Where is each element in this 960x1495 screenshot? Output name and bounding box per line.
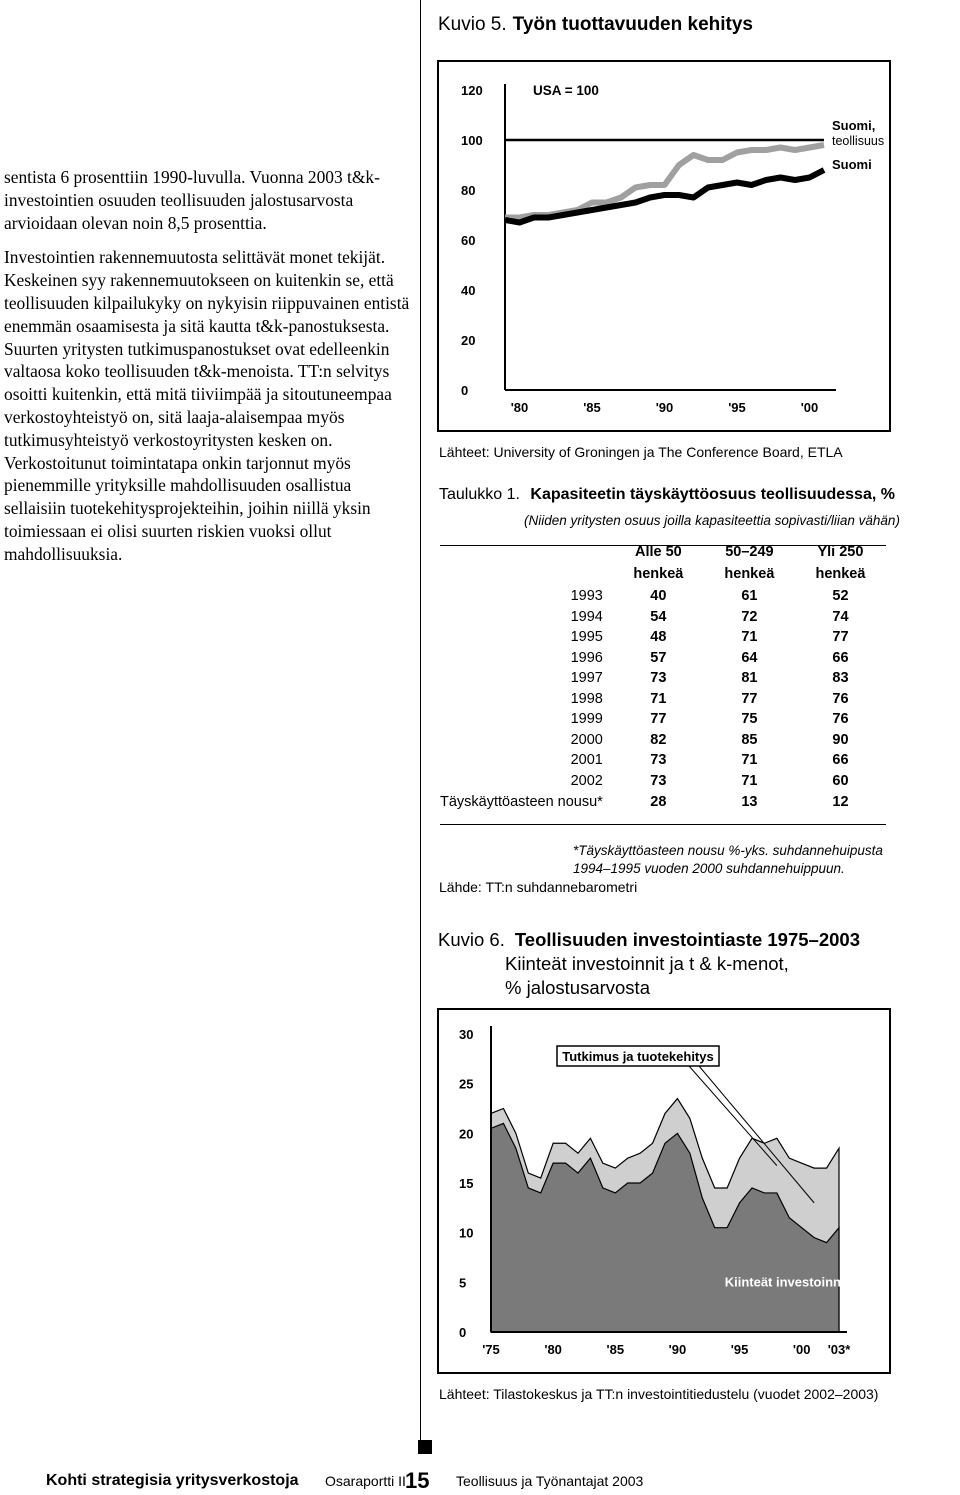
figure6-subtitle1: Kiinteät investoinnit ja t & k-menot, <box>505 953 789 974</box>
table-cell-year: 2001 <box>570 752 603 769</box>
table1-footnote-line1: *Täyskäyttöasteen nousu %-yks. suhdannehuipusta <box>573 843 883 858</box>
annotation-usa: USA = 100 <box>533 83 599 98</box>
table-cell-a: 40 <box>650 588 667 605</box>
y-tick-label: 120 <box>461 83 483 98</box>
legend-suomi: Suomi <box>832 157 872 172</box>
table-cell-a: 57 <box>650 649 667 666</box>
x-tick-label: '80 <box>544 1342 562 1357</box>
table-cell-year: 1996 <box>570 649 603 666</box>
figure6-title: Teollisuuden investointiaste 1975–2003 <box>514 929 860 950</box>
x-tick-label: '75 <box>482 1342 500 1357</box>
table-cell-c: 66 <box>832 649 849 666</box>
table1-bottom-rule <box>440 824 886 825</box>
footer-org: Teollisuus ja Työnantajat 2003 <box>456 1473 644 1489</box>
figure6-source: Lähteet: Tilastokeskus ja TT:n investointitiedustelu (vuodet 2002–2003) <box>439 1386 879 1402</box>
table-header-medium: 50–249 henkeä <box>724 544 775 582</box>
table-row <box>440 709 886 730</box>
table-cell-c: 90 <box>832 731 849 748</box>
table-cell-b: 13 <box>741 794 758 810</box>
y-tick-label: 25 <box>459 1076 474 1092</box>
y-tick-label: 20 <box>459 1126 474 1142</box>
figure5-title: Työn tuottavuuden kehitys <box>512 14 753 35</box>
x-tick-label: '85 <box>606 1342 625 1357</box>
x-tick-label: '90 <box>655 400 674 415</box>
x-tick-label: '95 <box>728 400 746 415</box>
table-cell-b: 81 <box>741 670 758 687</box>
table-cell-b: 75 <box>741 711 758 728</box>
capacity-table <box>440 540 886 813</box>
table1-footnote <box>573 842 883 878</box>
figure5-source: Lähteet: University of Groningen ja The Conference Board, ETLA <box>439 444 843 460</box>
paragraph-1: sentista 6 prosenttiin 1990-luvulla. Vuonna 2003 t&k-investointien osuuden teollisuuden jalostusarvosta arvioidaan olevan noin 8,5 prosenttia. <box>4 167 380 233</box>
figure5-chart <box>439 62 889 430</box>
table-cell-a: 48 <box>650 629 667 646</box>
y-tick-label: 0 <box>459 1325 467 1340</box>
figure6-heading <box>438 928 860 1000</box>
y-tick-label: 15 <box>459 1176 474 1191</box>
table-cell-b: 61 <box>741 588 758 605</box>
table-cell-b: 72 <box>741 608 758 625</box>
y-tick-label: 10 <box>459 1225 474 1241</box>
table-row <box>440 648 886 669</box>
series-line-suomi <box>505 170 824 223</box>
table-cell-a: 54 <box>650 608 667 625</box>
table-header-small: Alle 50 henkeä <box>633 544 684 582</box>
table-cell-c: 52 <box>832 588 849 605</box>
x-tick-label: '90 <box>668 1342 687 1357</box>
table-cell-c: 77 <box>832 629 849 646</box>
table-cell-a: 28 <box>650 794 667 810</box>
pointer-line-1 <box>689 1066 777 1166</box>
table-cell-c: 66 <box>832 752 849 769</box>
figure5-chart-frame <box>437 60 891 432</box>
column-divider <box>420 0 421 1440</box>
table-cell-b: 71 <box>741 629 758 646</box>
table-cell-b: 71 <box>741 772 758 789</box>
table-row <box>440 750 886 771</box>
table-row <box>440 689 886 710</box>
table1-title: Kapasiteetin täyskäyttöosuus teollisuudessa, % <box>530 486 895 503</box>
y-tick-label: 20 <box>461 333 476 348</box>
table-cell-a: 73 <box>650 670 667 687</box>
table-cell-a: 73 <box>650 752 667 769</box>
table-cell-a: 77 <box>650 711 667 728</box>
y-tick-label: 100 <box>461 133 483 148</box>
label-tutkimus-ja-tuotekehitys: Tutkimus ja tuotekehitys <box>562 1049 714 1064</box>
table-cell-b: 85 <box>741 731 758 748</box>
table-row <box>440 668 886 689</box>
table-cell-b: 71 <box>741 752 758 769</box>
footer-square-icon <box>418 1440 432 1454</box>
legend-suomi-teollisuus-line1: Suomi, <box>832 118 876 133</box>
y-tick-label: 0 <box>461 383 469 398</box>
table-cell-a: 73 <box>650 772 667 789</box>
y-tick-label: 5 <box>459 1275 467 1291</box>
figure6-subtitle2: % jalostusarvosta <box>505 977 650 998</box>
table-cell-c: 83 <box>832 670 849 687</box>
article-body <box>4 166 412 578</box>
table-cell-c: 76 <box>832 690 849 707</box>
page-number: 15 <box>405 1468 430 1493</box>
figure5-heading <box>438 14 753 36</box>
footer-title: Kohti strategisia yritysverkostoja <box>46 1472 299 1489</box>
footer-series: Osaraportti II <box>325 1473 406 1489</box>
table-cell-c: 74 <box>832 608 849 625</box>
table-row <box>440 607 886 628</box>
x-tick-label: '95 <box>730 1342 749 1357</box>
table-cell-year: 2000 <box>570 731 603 748</box>
table-cell-b: 77 <box>741 690 758 707</box>
table1-heading <box>439 486 895 504</box>
table1-subtitle: (Niiden yritysten osuus joilla kapasiteettia sopivasti/liian vähän) <box>524 513 900 528</box>
y-tick-label: 40 <box>461 283 476 298</box>
table-cell-a: 82 <box>650 731 667 748</box>
table-header-empty <box>440 540 613 586</box>
table1-label: Taulukko 1. <box>439 486 520 503</box>
table-total-row <box>440 791 886 813</box>
y-tick-label: 60 <box>461 233 476 248</box>
x-tick-label: '03* <box>827 1342 851 1357</box>
table-cell-year: 1994 <box>570 608 603 625</box>
x-tick-label: '80 <box>510 400 529 415</box>
figure6-label: Kuvio 6. <box>438 929 505 950</box>
label-kiinteat-investoinnit: Kiinteät investoinnit <box>724 1274 849 1290</box>
paragraph-2: Investointien rakennemuutosta selittävät monet tekijät. Keskeinen syy rakennemuutokseen on kuitenkin se, että teollisuuden kilpailukyky on nykyisin riippuvainen entistä enemmän osaamisesta ja sitä kautta t&k-panostuksesta. Suurten yritysten tutkimuspanostukset ovat edelleenkin valtaosa koko teollisuuden t&k-menoista. TT:n selvitys osoitti kuitenkin, että mitä tiiviimpää ja sitoutuneempaa verkostoyhteistyö on, sitä laaja-alaisempaa myös tutkimusyhteistyö verkostoyritysten kesken on. Verkostoitunut toimintatapa onkin tarjonnut myös pienemmille yrityksille mahdollisuuden osallistua sellaisiin tuotekehitysprojekteihin, joihin niillä yksin toimiessaan ei olisi suurten riskien vuoksi ollut mahdollisuuksia. <box>4 247 410 564</box>
x-tick-label: '85 <box>583 400 601 415</box>
page-footer <box>0 1440 960 1495</box>
table-row <box>440 586 886 607</box>
table-cell-c: 76 <box>832 711 849 728</box>
y-tick-label: 80 <box>461 183 476 198</box>
table-cell-year: 1999 <box>570 711 603 728</box>
table-cell-year: 1995 <box>570 629 603 646</box>
table-cell-year: 1998 <box>570 690 603 707</box>
figure6-chart-frame <box>437 1008 891 1374</box>
table-row <box>440 771 886 792</box>
table-row <box>440 627 886 648</box>
table-cell-c: 60 <box>832 772 849 789</box>
table1-source: Lähde: TT:n suhdannebarometri <box>439 879 638 895</box>
table-cell-year: Täyskäyttöasteen nousu* <box>440 794 603 810</box>
table-cell-c: 12 <box>832 794 849 810</box>
x-tick-label: '00 <box>792 1342 811 1357</box>
y-tick-label: 30 <box>459 1027 474 1042</box>
table-cell-year: 2002 <box>570 772 603 789</box>
table-header-large: Yli 250 henkeä <box>815 544 866 582</box>
table1-footnote-line2: 1994–1995 vuoden 2000 suhdannehuippuun. <box>573 861 845 876</box>
table-body <box>440 586 886 813</box>
legend-suomi-teollisuus-line2: teollisuus <box>832 134 885 148</box>
figure5-label: Kuvio 5. <box>438 14 507 35</box>
table-cell-year: 1993 <box>570 588 603 605</box>
table-header-row <box>440 540 886 586</box>
table-cell-b: 64 <box>741 649 758 666</box>
table-cell-year: 1997 <box>570 670 603 687</box>
x-tick-label: '00 <box>800 400 819 415</box>
table-cell-a: 71 <box>650 690 667 707</box>
figure6-chart <box>439 1010 889 1372</box>
table-row <box>440 730 886 751</box>
